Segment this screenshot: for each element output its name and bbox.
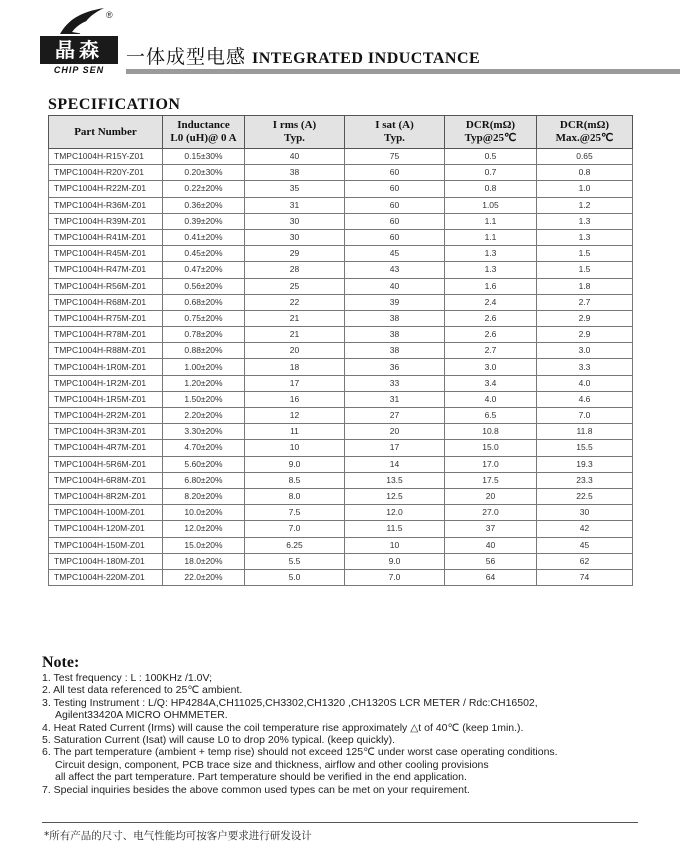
table-cell: 64 [445,569,537,585]
logo-chinese-name: 晶森 [40,36,118,64]
specification-table [48,115,633,586]
column-header-line: DCR(mΩ) [559,119,610,131]
table-cell: 45 [345,246,445,262]
table-cell: 12 [245,408,345,424]
table-cell: 0.65 [537,149,633,165]
table-row [49,569,633,585]
table-row [49,488,633,504]
table-cell: 22 [245,294,345,310]
table-header-row [49,116,633,149]
note-line: 6. The part temperature (ambient + temp rise) should not exceed 125℃ under worst case operating conditions. [42,746,558,759]
part-number-cell: TMPC1004H-3R3M-Z01 [49,424,163,440]
logo-english-name: CHIP SEN [53,65,105,75]
table-cell: 2.9 [537,327,633,343]
column-header-line: DCR(mΩ) [465,119,516,131]
table-cell: 27.0 [445,505,537,521]
note-line: 2. All test data referenced to 25℃ ambient. [42,684,243,697]
table-cell: 1.3 [537,213,633,229]
note-line: 4. Heat Rated Current (Irms) will cause the coil temperature rise approximately △t of 40℃ (keep 1min.). [42,721,524,734]
table-cell: 21 [245,327,345,343]
table-cell: 17.0 [445,456,537,472]
table-cell: 1.3 [445,246,537,262]
table-cell: 1.00±20% [163,359,245,375]
table-cell: 22.0±20% [163,569,245,585]
registered-mark: ® [106,10,113,20]
table-cell: 60 [345,197,445,213]
table-row [49,229,633,245]
table-cell: 16 [245,391,345,407]
table-cell: 8.20±20% [163,488,245,504]
note-line: 7. Special inquiries besides the above common used types can be met on your requirement. [42,783,470,796]
table-cell: 45 [537,537,633,553]
part-number-cell: TMPC1004H-5R6M-Z01 [49,456,163,472]
table-cell: 2.6 [445,327,537,343]
table-row [49,505,633,521]
table-cell: 20 [445,488,537,504]
table-row [49,408,633,424]
table-cell: 21 [245,310,345,326]
table-cell: 1.20±20% [163,375,245,391]
table-cell: 40 [445,537,537,553]
table-cell: 62 [537,553,633,569]
table-cell: 7.0 [345,569,445,585]
column-header-line: L0 (uH)@ 0 A [170,132,237,144]
column-header-line: Part Number [74,125,137,138]
table-cell: 1.5 [537,246,633,262]
table-row [49,440,633,456]
part-number-cell: TMPC1004H-220M-Z01 [49,569,163,585]
table-row [49,472,633,488]
part-number-cell: TMPC1004H-120M-Z01 [49,521,163,537]
table-cell: 5.5 [245,553,345,569]
table-cell: 9.0 [345,553,445,569]
table-cell: 1.1 [445,229,537,245]
table-cell: 38 [245,165,345,181]
table-row [49,359,633,375]
table-cell: 10.0±20% [163,505,245,521]
table-cell: 4.70±20% [163,440,245,456]
part-number-cell: TMPC1004H-100M-Z01 [49,505,163,521]
table-cell: 2.9 [537,310,633,326]
table-cell: 1.6 [445,278,537,294]
part-number-cell: TMPC1004H-R56M-Z01 [49,278,163,294]
table-cell: 1.0 [537,181,633,197]
table-cell: 18 [245,359,345,375]
table-cell: 56 [445,553,537,569]
part-number-cell: TMPC1004H-R36M-Z01 [49,197,163,213]
table-cell: 0.15±30% [163,149,245,165]
table-cell: 75 [345,149,445,165]
column-header-line: Typ. [284,132,305,144]
table-cell: 17.5 [445,472,537,488]
table-cell: 6.5 [445,408,537,424]
table-cell: 31 [245,197,345,213]
table-cell: 36 [345,359,445,375]
table-cell: 43 [345,262,445,278]
part-number-cell: TMPC1004H-R78M-Z01 [49,327,163,343]
table-cell: 20 [345,424,445,440]
table-cell: 0.22±20% [163,181,245,197]
table-cell: 1.05 [445,197,537,213]
table-cell: 13.5 [345,472,445,488]
table-row [49,375,633,391]
table-cell: 0.5 [445,149,537,165]
table-row [49,246,633,262]
table-cell: 30 [537,505,633,521]
table-cell: 31 [345,391,445,407]
bird-logo-icon [58,6,106,36]
table-cell: 38 [345,327,445,343]
table-cell: 29 [245,246,345,262]
specification-heading: SPECIFICATION [48,96,181,113]
note-line: all affect the part temperature. Part temperature should be verified in the end application. [55,771,467,784]
table-cell: 33 [345,375,445,391]
table-cell: 60 [345,229,445,245]
table-cell: 25 [245,278,345,294]
table-cell: 18.0±20% [163,553,245,569]
table-cell: 0.47±20% [163,262,245,278]
table-cell: 4.6 [537,391,633,407]
table-cell: 11 [245,424,345,440]
table-cell: 40 [245,149,345,165]
table-cell: 30 [245,229,345,245]
column-header [445,116,537,149]
table-cell: 20 [245,343,345,359]
column-header-line: I rms (A) [272,119,317,131]
table-row [49,521,633,537]
part-number-cell: TMPC1004H-R20Y-Z01 [49,165,163,181]
note-line: Circuit design, component, PCB trace size and thickness, airflow and other cooling provisions [55,758,489,771]
table-cell: 60 [345,213,445,229]
table-cell: 19.3 [537,456,633,472]
table-row [49,181,633,197]
part-number-cell: TMPC1004H-R39M-Z01 [49,213,163,229]
column-header [163,116,245,149]
table-cell: 39 [345,294,445,310]
table-cell: 3.4 [445,375,537,391]
table-cell: 0.41±20% [163,229,245,245]
table-cell: 6.80±20% [163,472,245,488]
part-number-cell: TMPC1004H-2R2M-Z01 [49,408,163,424]
table-cell: 8.0 [245,488,345,504]
table-cell: 0.8 [537,165,633,181]
note-line: 1. Test frequency : L : 100KHz /1.0V; [42,672,213,684]
table-cell: 42 [537,521,633,537]
part-number-cell: TMPC1004H-1R5M-Z01 [49,391,163,407]
table-row [49,553,633,569]
table-row [49,343,633,359]
table-cell: 15.0±20% [163,537,245,553]
column-header-line: Max.@25℃ [555,132,614,144]
table-cell: 12.0±20% [163,521,245,537]
table-cell: 1.3 [537,229,633,245]
page-title [126,42,480,69]
column-header [345,116,445,149]
table-cell: 38 [345,343,445,359]
notes-list [42,672,642,796]
table-row [49,213,633,229]
table-cell: 10.8 [445,424,537,440]
table-cell: 3.0 [537,343,633,359]
table-cell: 38 [345,310,445,326]
table-row [49,310,633,326]
column-header-line: Inductance [177,119,230,131]
part-number-cell: TMPC1004H-150M-Z01 [49,537,163,553]
footer-note: *所有产品的尺寸、电气性能均可按客户要求进行研发设计 [44,830,312,842]
table-row [49,262,633,278]
table-cell: 30 [245,213,345,229]
table-row [49,149,633,165]
table-cell: 9.0 [245,456,345,472]
note-line: Agilent33420A MICRO OHMMETER. [55,709,228,722]
column-header [537,116,633,149]
table-cell: 8.5 [245,472,345,488]
table-cell: 28 [245,262,345,278]
table-cell: 0.75±20% [163,310,245,326]
table-cell: 14 [345,456,445,472]
table-cell: 11.5 [345,521,445,537]
table-cell: 35 [245,181,345,197]
table-cell: 1.50±20% [163,391,245,407]
table-cell: 0.39±20% [163,213,245,229]
part-number-cell: TMPC1004H-180M-Z01 [49,553,163,569]
part-number-cell: TMPC1004H-1R0M-Z01 [49,359,163,375]
table-row [49,278,633,294]
table-cell: 74 [537,569,633,585]
table-row [49,537,633,553]
table-cell: 1.2 [537,197,633,213]
table-cell: 27 [345,408,445,424]
table-row [49,165,633,181]
table-cell: 3.3 [537,359,633,375]
footer-divider [42,822,638,823]
notes-heading: Note: [42,654,80,671]
table-cell: 1.3 [445,262,537,278]
note-line: 3. Testing Instrument : L/Q: HP4284A,CH11025,CH3302,CH1320 ,CH1320S LCR METER / Rdc:CH16502, [42,696,538,709]
table-cell: 6.25 [245,537,345,553]
table-cell: 3.30±20% [163,424,245,440]
table-cell: 60 [345,165,445,181]
table-cell: 0.88±20% [163,343,245,359]
table-row [49,327,633,343]
table-cell: 7.0 [245,521,345,537]
part-number-cell: TMPC1004H-R15Y-Z01 [49,149,163,165]
table-cell: 37 [445,521,537,537]
part-number-cell: TMPC1004H-R45M-Z01 [49,246,163,262]
part-number-cell: TMPC1004H-8R2M-Z01 [49,488,163,504]
header-divider [126,69,680,74]
table-cell: 15.5 [537,440,633,456]
table-cell: 1.1 [445,213,537,229]
table-cell: 0.68±20% [163,294,245,310]
note-line: 5. Saturation Current (Isat) will cause L0 to drop 20% typical. (keep quickly). [42,734,396,747]
table-cell: 2.7 [537,294,633,310]
table-cell: 5.60±20% [163,456,245,472]
table-cell: 11.8 [537,424,633,440]
part-number-cell: TMPC1004H-4R7M-Z01 [49,440,163,456]
table-cell: 2.20±20% [163,408,245,424]
table-cell: 12.5 [345,488,445,504]
column-header-line: Typ. [384,132,405,144]
table-cell: 0.45±20% [163,246,245,262]
table-cell: 10 [345,537,445,553]
table-cell: 0.7 [445,165,537,181]
table-cell: 0.8 [445,181,537,197]
part-number-cell: TMPC1004H-R47M-Z01 [49,262,163,278]
table-cell: 7.5 [245,505,345,521]
table-cell: 2.7 [445,343,537,359]
table-cell: 2.4 [445,294,537,310]
table-cell: 1.8 [537,278,633,294]
column-header [49,116,163,149]
table-cell: 17 [345,440,445,456]
table-cell: 7.0 [537,408,633,424]
part-number-cell: TMPC1004H-R88M-Z01 [49,343,163,359]
table-cell: 0.20±30% [163,165,245,181]
table-cell: 4.0 [537,375,633,391]
table-cell: 15.0 [445,440,537,456]
part-number-cell: TMPC1004H-R41M-Z01 [49,229,163,245]
part-number-cell: TMPC1004H-1R2M-Z01 [49,375,163,391]
column-header [245,116,345,149]
title-english: INTEGRATED INDUCTANCE [252,50,481,67]
table-cell: 40 [345,278,445,294]
table-cell: 0.56±20% [163,278,245,294]
table-cell: 22.5 [537,488,633,504]
table-cell: 17 [245,375,345,391]
column-header-line: I sat (A) [375,119,414,131]
column-header-line: Typ@25℃ [464,132,517,144]
table-row [49,294,633,310]
table-row [49,424,633,440]
table-row [49,391,633,407]
part-number-cell: TMPC1004H-R75M-Z01 [49,310,163,326]
table-row [49,456,633,472]
table-cell: 12.0 [345,505,445,521]
table-cell: 4.0 [445,391,537,407]
table-cell: 0.78±20% [163,327,245,343]
table-cell: 1.5 [537,262,633,278]
part-number-cell: TMPC1004H-R68M-Z01 [49,294,163,310]
table-body [49,149,633,586]
table-cell: 2.6 [445,310,537,326]
table-cell: 60 [345,181,445,197]
table-cell: 3.0 [445,359,537,375]
table-cell: 0.36±20% [163,197,245,213]
table-cell: 5.0 [245,569,345,585]
title-chinese: 一体成型电感 [126,46,247,68]
part-number-cell: TMPC1004H-6R8M-Z01 [49,472,163,488]
table-cell: 10 [245,440,345,456]
table-cell: 23.3 [537,472,633,488]
part-number-cell: TMPC1004H-R22M-Z01 [49,181,163,197]
table-row [49,197,633,213]
